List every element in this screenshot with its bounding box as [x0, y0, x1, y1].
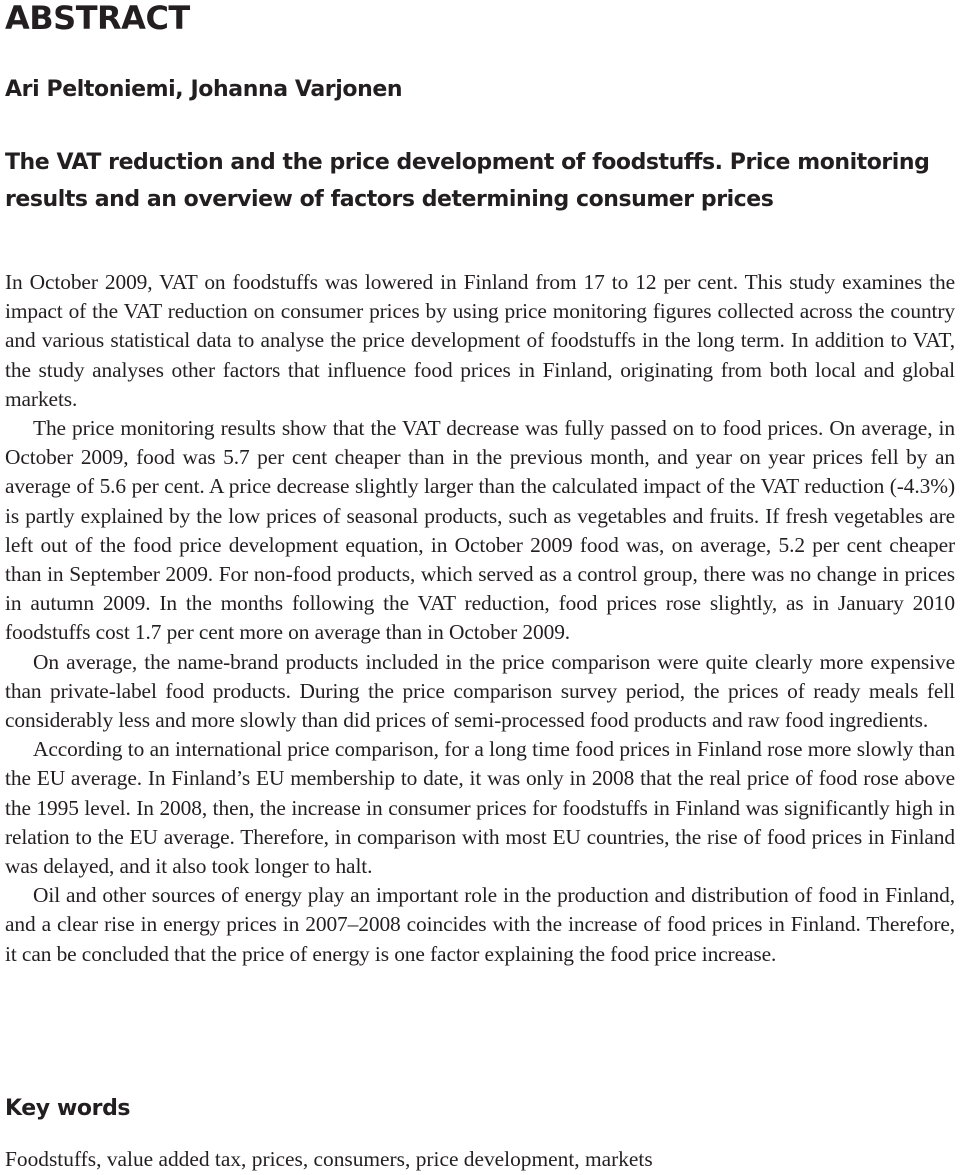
abstract-paragraph: In October 2009, VAT on foodstuffs was lowered in Finland from 17 to 12 per cent. This study examines the impact of the VAT reduction on consumer prices by using price monitoring figures collected across the country and various statistical data to analyse the price development of foodstuffs in the long term. In addition to VAT, the study analyses other factors that influence food prices in Finland, originating from both local and global markets. [5, 270, 955, 411]
abstract-body [5, 268, 955, 969]
article-title: The VAT reduction and the price development of foodstuffs. Price monitoring results and an overview of factors determining consumer prices [5, 150, 930, 212]
keywords-list: Foodstuffs, value added tax, prices, consumers, price development, markets [5, 1147, 653, 1171]
abstract-paragraph: Oil and other sources of energy play an important role in the production and distribution of food in Finland, and a clear rise in energy prices in 2007–2008 coincides with the increase of food prices in Finland. Therefore, it can be concluded that the price of energy is one factor explaining the food price increase. [5, 883, 955, 966]
abstract-paragraph: On average, the name-brand products included in the price comparison were quite clearly more expensive than private-label food products. During the price comparison survey period, the prices of ready meals fell considerably less and more slowly than did prices of semi-processed food products and raw food ingredients. [5, 649, 955, 733]
page-heading: ABSTRACT [5, 0, 190, 37]
abstract-paragraph: The price monitoring results show that the VAT decrease was fully passed on to food prices. On average, in October 2009, food was 5.7 per cent cheaper than in the previous month, and year on year prices fell by an average of 5.6 per cent. A price decrease slightly larger than the calculated impact of the VAT reduction (-4.3%) is partly explained by the low prices of seasonal products, such as vegetables and fruits. If fresh vegetables are left out of the food price development equation, in October 2009 food was, on average, 5.2 per cent cheaper than in September 2009. For non-food products, which served as a control group, there was no change in prices in autumn 2009. In the months following the VAT reduction, food prices rose slightly, as in January 2010 foodstuffs cost 1.7 per cent more on average than in October 2009. [5, 416, 955, 645]
keywords-heading: Key words [5, 1096, 131, 1121]
authors: Ari Peltoniemi, Johanna Varjonen [5, 77, 403, 102]
abstract-paragraph: According to an international price comparison, for a long time food prices in Finland rose more slowly than the EU average. In Finland’s EU membership to date, it was only in 2008 that the real price of food rose above the 1995 level. In 2008, then, the increase in consumer prices for foodstuffs in Finland was significantly high in relation to the EU average. Therefore, in comparison with most EU countries, the rise of food prices in Finland was delayed, and it also took longer to halt. [5, 737, 955, 879]
